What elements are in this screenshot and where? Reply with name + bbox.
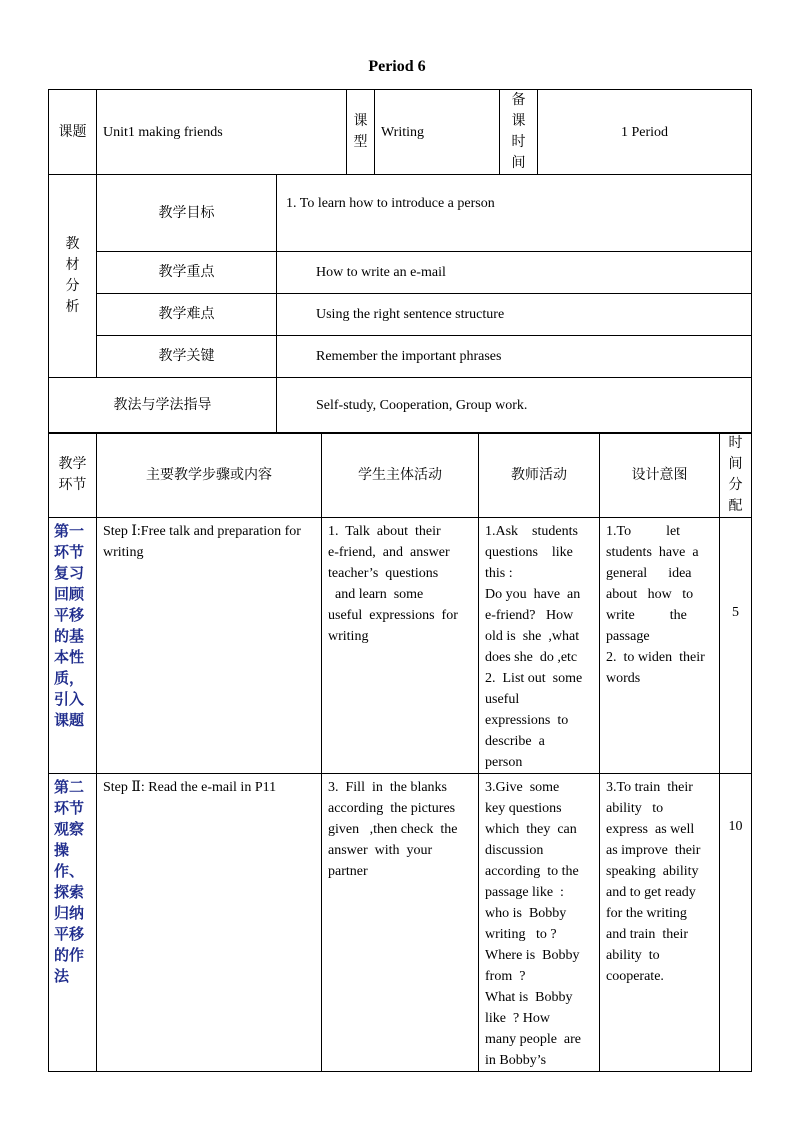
- analysis-value-difficulty: Using the right sentence structure: [277, 294, 752, 336]
- cell-line: teacher’s questions: [328, 566, 439, 581]
- cell-line: 1.Ask students: [485, 524, 578, 539]
- cell-line: Do you have an: [485, 587, 581, 602]
- teacher-2: [479, 774, 600, 1072]
- type-value: Writing: [375, 90, 500, 175]
- cell-line: ability to: [606, 801, 664, 816]
- cell-line: in Bobby’s: [485, 1053, 547, 1068]
- cell-line: passage: [606, 629, 650, 644]
- cell-line: describe a: [485, 734, 545, 749]
- col-stage: 教学环节: [58, 456, 87, 493]
- cell-line: words: [606, 671, 641, 686]
- cell-line: person: [485, 755, 523, 770]
- cell-line: key questions: [485, 801, 562, 816]
- cell-line: useful expressions for: [328, 608, 458, 623]
- cell-line: ability to: [606, 948, 660, 963]
- analysis-label-focus: 教学重点: [97, 252, 277, 294]
- design-2: [600, 774, 720, 1072]
- cell-line: 3.To train their: [606, 780, 693, 795]
- method-label: 教法与学法指导: [49, 378, 277, 434]
- prep-value: 1 Period: [538, 90, 752, 175]
- cell-line: 3. Fill in the blanks: [328, 780, 447, 795]
- method-value: Self-study, Cooperation, Group work.: [277, 378, 752, 434]
- cell-line: 1.To let: [606, 524, 681, 539]
- teacher-1: [479, 518, 600, 774]
- cell-line: this :: [485, 566, 513, 581]
- student-2: [322, 774, 479, 1072]
- cell-line: What is Bobby: [485, 990, 573, 1005]
- cell-line: about how to: [606, 587, 694, 602]
- cell-line: old is she ,what: [485, 629, 580, 644]
- cell-line: express as well: [606, 822, 695, 837]
- cell-line: and train their: [606, 927, 689, 942]
- cell-line: as improve their: [606, 843, 701, 858]
- teaching-steps-table: [48, 432, 752, 1072]
- subject-label: 课题: [49, 90, 97, 175]
- cell-line: does she do ,etc: [485, 650, 578, 665]
- student-1: [322, 518, 479, 774]
- cell-line: and learn some: [328, 587, 424, 602]
- cell-line: speaking ability: [606, 864, 699, 879]
- cell-line: partner: [328, 864, 368, 879]
- cell-line: like ? How: [485, 1011, 550, 1026]
- table-row: [49, 518, 752, 774]
- col-teacher: 教师活动: [479, 433, 600, 518]
- cell-line: writing: [328, 629, 369, 644]
- time-2: 10: [720, 774, 752, 1072]
- cell-line: according the pictures: [328, 801, 456, 816]
- subject-value: Unit1 making friends: [97, 90, 347, 175]
- analysis-value-goal: 1. To learn how to introduce a person: [277, 175, 752, 252]
- lesson-info-table: [48, 89, 752, 434]
- analysis-value-focus: How to write an e-mail: [277, 252, 752, 294]
- cell-line: expressions to: [485, 713, 569, 728]
- cell-line: from ?: [485, 969, 526, 984]
- analysis-group-label: 教材分析: [65, 236, 80, 315]
- time-1: 5: [720, 518, 752, 774]
- analysis-value-key: Remember the important phrases: [277, 336, 752, 378]
- col-student: 学生主体活动: [322, 433, 479, 518]
- steps-1: Step Ⅰ:Free talk and preparation for writing: [97, 518, 322, 774]
- cell-line: e-friend? How: [485, 608, 574, 623]
- cell-line: answer with your: [328, 843, 433, 858]
- col-steps: 主要教学步骤或内容: [97, 433, 322, 518]
- cell-line: given ,then check the: [328, 822, 458, 837]
- analysis-label-key: 教学关键: [97, 336, 277, 378]
- cell-line: Where is Bobby: [485, 948, 580, 963]
- cell-line: many people are: [485, 1032, 582, 1047]
- cell-line: cooperate.: [606, 969, 664, 984]
- analysis-label-difficulty: 教学难点: [97, 294, 277, 336]
- cell-line: writing to ?: [485, 927, 557, 942]
- page-title: Period 6: [368, 58, 426, 75]
- cell-line: students have a: [606, 545, 699, 560]
- cell-line: according to the: [485, 864, 579, 879]
- col-time: 时间分配: [728, 435, 743, 514]
- cell-line: 2. List out some: [485, 671, 583, 686]
- cell-line: write the: [606, 608, 687, 623]
- cell-line: passage like :: [485, 885, 564, 900]
- cell-line: questions like: [485, 545, 573, 560]
- cell-line: and to get ready: [606, 885, 696, 900]
- cell-line: e-friend, and answer: [328, 545, 450, 560]
- cell-line: 2. to widen their: [606, 650, 705, 665]
- cell-line: 3.Give some: [485, 780, 560, 795]
- cell-line: for the writing: [606, 906, 687, 921]
- cell-line: who is Bobby: [485, 906, 567, 921]
- stage-1: 第一环节复习回顾平移的基本性质，引入课题: [49, 518, 97, 774]
- stage-2: 第二环节观察操作、探索归纳平移的作法: [49, 774, 97, 1072]
- cell-line: useful: [485, 692, 520, 707]
- prep-label: 备课时间: [511, 92, 526, 171]
- cell-line: 1. Talk about their: [328, 524, 441, 539]
- cell-line: which they can: [485, 822, 577, 837]
- design-1: [600, 518, 720, 774]
- cell-line: general idea: [606, 566, 692, 581]
- table-row: [49, 774, 752, 1072]
- type-label: 课型: [353, 113, 368, 150]
- analysis-label-goal: 教学目标: [97, 175, 277, 252]
- steps-2: Step Ⅱ: Read the e-mail in P11: [97, 774, 322, 1072]
- col-design: 设计意图: [600, 433, 720, 518]
- cell-line: discussion: [485, 843, 544, 858]
